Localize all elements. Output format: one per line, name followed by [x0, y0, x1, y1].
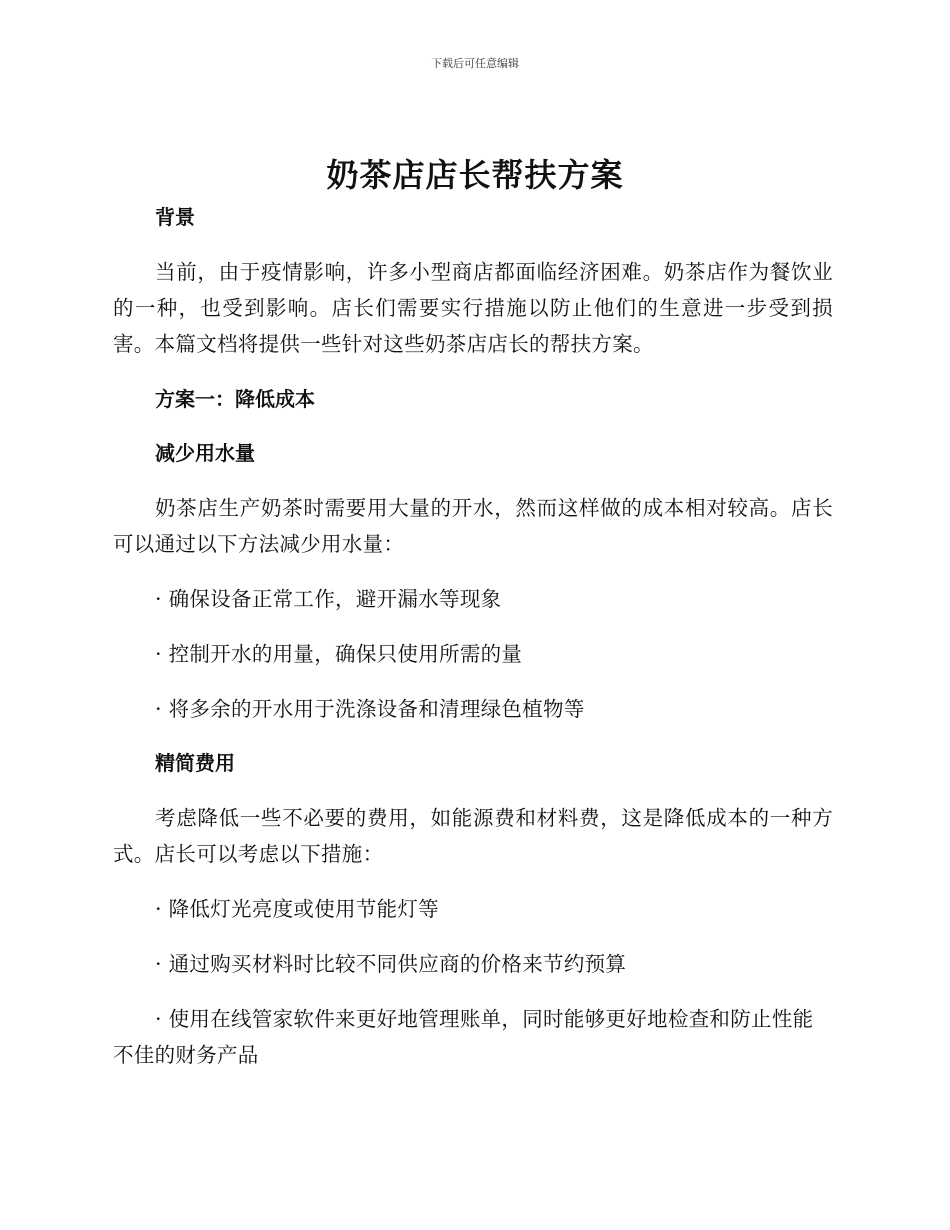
list-item: · 通过购买材料时比较不同供应商的价格来节约预算: [155, 952, 627, 976]
paragraph-expense: 考虑降低一些不必要的费用，如能源费和材料费，这是降低成本的一种方式。店长可以考虑以下措施：: [113, 806, 833, 866]
subsection-heading-water: 减少用水量: [155, 441, 255, 465]
document-body: [113, 200, 833, 1073]
list-item: · 降低灯光亮度或使用节能灯等: [155, 897, 440, 921]
list-item: · 将多余的开水用于洗涤设备和清理绿色植物等: [155, 697, 585, 721]
section-heading-background: 背景: [155, 205, 195, 229]
list-item: · 使用在线管家软件来更好地管理账单，同时能够更好地检查和防止性能不佳的财务产品: [113, 1007, 814, 1067]
list-item: · 控制开水的用量，确保只使用所需的量: [155, 642, 523, 666]
paragraph-background: 当前，由于疫情影响，许多小型商店都面临经济困难。奶茶店作为餐饮业的一种，也受到影响。店长们需要实行措施以防止他们的生意进一步受到损害。本篇文档将提供一些针对这些奶茶店店长的帮扶方案。: [113, 260, 833, 356]
paragraph-water: 奶茶店生产奶茶时需要用大量的开水，然而这样做的成本相对较高。店长可以通过以下方法减少用水量：: [113, 496, 833, 556]
header-note: 下载后可任意编辑: [431, 57, 519, 70]
section-heading-plan-one: 方案一：降低成本: [155, 387, 315, 411]
list-item: · 确保设备正常工作，避开漏水等现象: [155, 587, 502, 611]
document-title: 奶茶店店长帮扶方案: [326, 156, 624, 194]
subsection-heading-expense: 精简费用: [155, 751, 235, 775]
